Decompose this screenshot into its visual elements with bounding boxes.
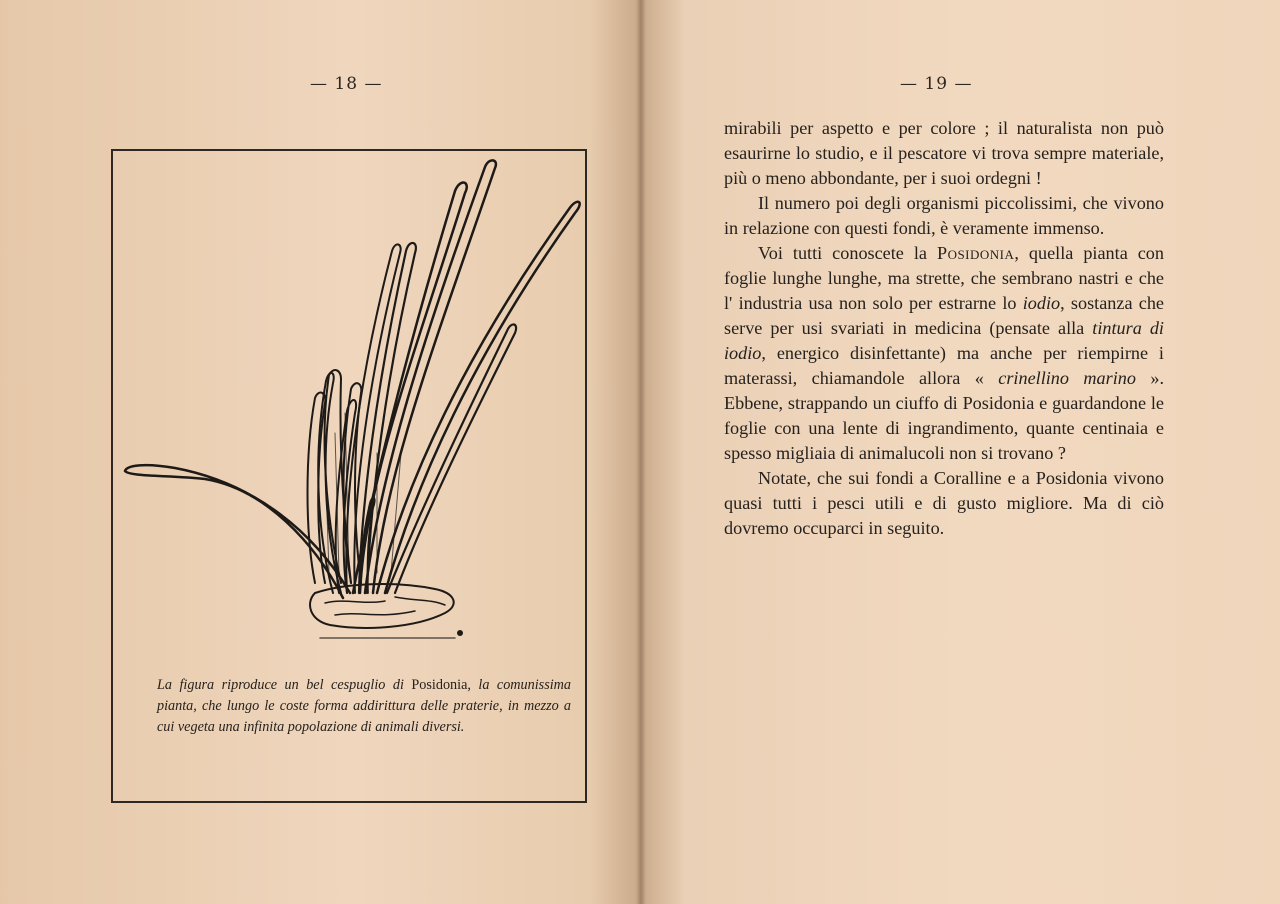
p3-posidonia: Posidonia (936, 243, 1015, 263)
caption-plant-name: Posidonia (411, 677, 468, 693)
caption-part1: La figura riproduce un bel cespuglio di (157, 677, 412, 693)
p3-g: , energico disinfettante) ma anche per riempirne i materassi, chiamandole allora « (724, 343, 1164, 388)
book-gutter (636, 0, 646, 904)
posidonia-illustration (115, 153, 585, 673)
p3-c: , quella pianta con foglie lunghe lunghe, ma strette, che sembrano nastri e che l' industria usa non solo per estrarne lo (724, 243, 1164, 313)
page-number-left: — 18 — (310, 74, 383, 94)
paragraph-1: mirabili per aspetto e per colore ; il naturalista non può esaurirne lo studio, e il pescatore vi trova sempre materiale, più o meno abbondante, per i suoi ordegni ! (724, 118, 1164, 188)
figure-frame (111, 149, 587, 803)
paragraph-4: Notate, che sui fondi a Coralline e a Posidonia vivono quasi tutti i pesci utili e di gusto migliore. Ma di ciò dovremo occuparci in seguito. (724, 468, 1164, 538)
p3-crinellino: crinellino marino (998, 368, 1136, 388)
figure-caption (157, 675, 571, 738)
p3-tintura: tintura di iodio (724, 318, 1164, 363)
right-page-text (724, 116, 1164, 541)
paragraph-3 (724, 241, 1164, 466)
p3-iodio: iodio (1022, 293, 1061, 313)
paragraph-2: Il numero poi degli organismi piccolissimi, che vivono in relazione con questi fondi, è veramente immenso. (724, 193, 1164, 238)
caption-part2: , la comunissima pianta, che lungo le coste forma addirittura delle praterie, in mezzo a cui vegeta una infinita popolazione di animali diversi. (157, 677, 572, 735)
p3-e: , sostanza che serve per usi svariati in medicina (pensate alla (724, 293, 1164, 338)
p3-a: Voi tutti conoscete la (758, 243, 937, 263)
page-number-right: — 19 — (900, 74, 973, 94)
p3-i: ». Ebbene, strappando un ciuffo di Posidonia e guardandone le foglie con una lente di ingrandimento, quante centinaia e spesso migliaia di animalucoli non si trovano ? (724, 368, 1164, 463)
